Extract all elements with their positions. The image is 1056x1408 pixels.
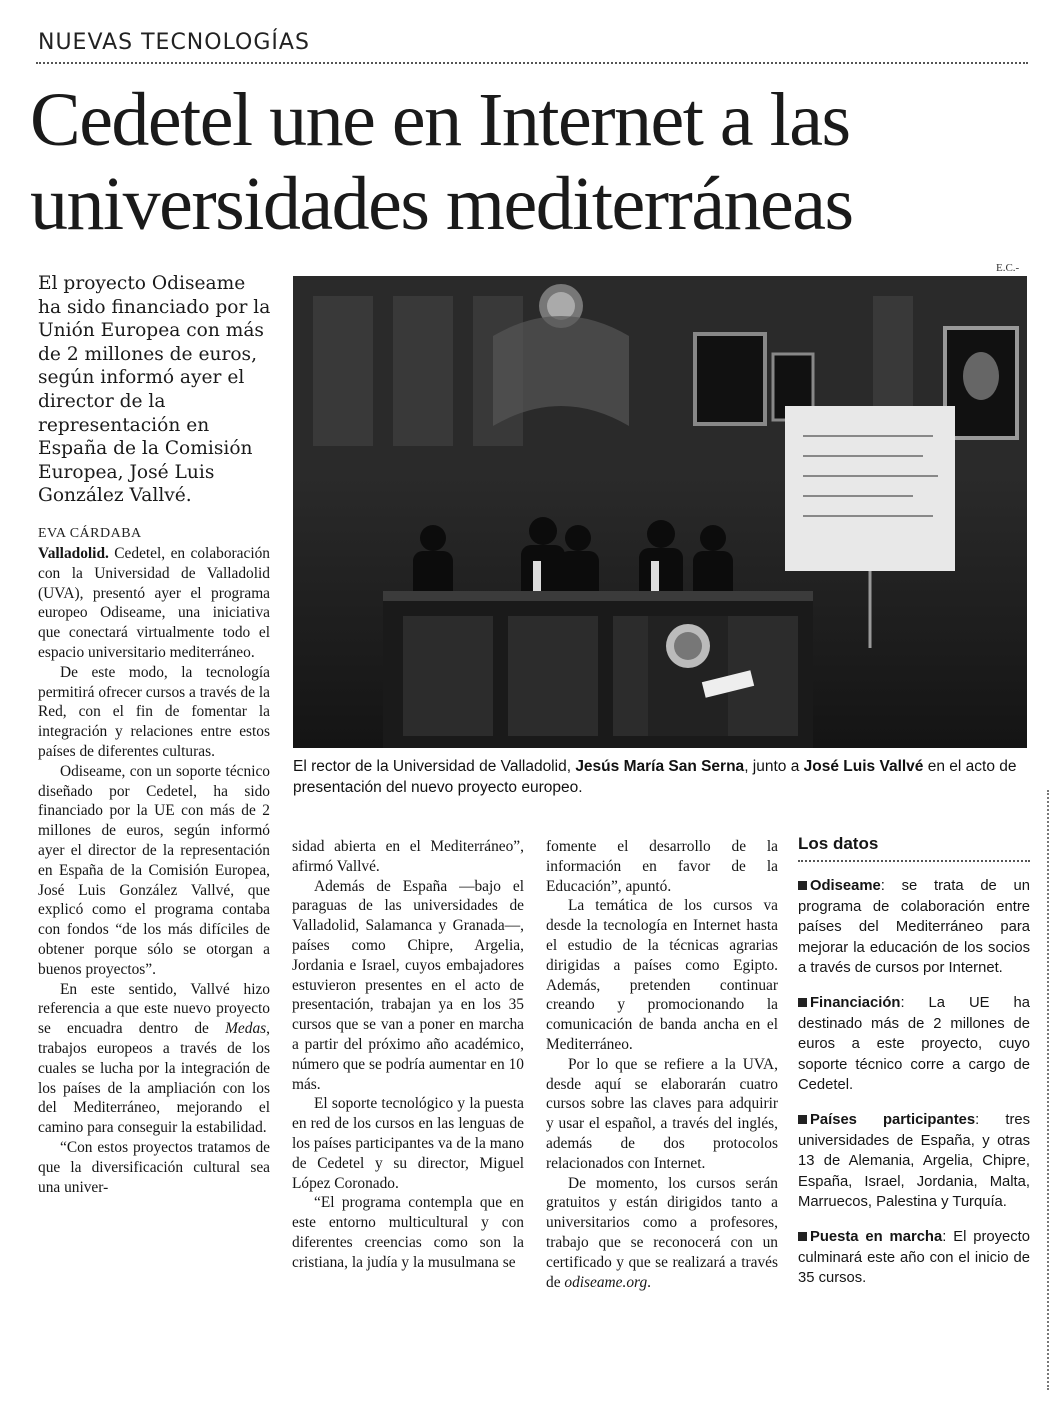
body-paragraph: Por lo que se refiere a la UVA, desde aquí se elaborarán cuatro cursos sobre las claves para adquirir y usar el español, a través del inglés, además de dos protocolos relacionados con Internet. [546,1055,778,1172]
square-bullet-icon [798,1232,807,1241]
photo-credit: E.C.- [996,262,1020,274]
body-paragraph: Odiseame, con un soporte técnico diseñado por Cedetel, ha sido financiado por la UE con más de 2 millones de euros, según informó ayer el director de la representación en España de la Comisión Europea, José Luis González Vallvé, que explicó como el programa contaba con fondos “de los más difíciles de obtener porque sólo se otorgan a buenos proyectos”. [38,762,270,978]
headline [30,78,1040,246]
body-paragraph: fomente el desarrollo de la información en favor de la Educación”, apuntó. [546,838,778,895]
fact-item: Financiación: La UE ha destinado más de 2 millones de euros a este proyecto, cuyo soporte técnico corre a cargo de Cedetel. [798,994,1030,1094]
caption-person-2: José Luis Vallvé [803,758,924,775]
article-column-1 [38,544,270,1197]
square-bullet-icon [798,998,807,1007]
press-photo-illustration [293,276,1027,748]
right-edge-divider [1047,790,1049,1390]
lead-paragraph: El proyecto Odiseame ha sido financiado por la Unión Europea con más de 2 millones de euros, según informó ayer el director de la representación en España de la Comisión Europea, José Luis González Vallvé. [38,273,271,507]
square-bullet-icon [798,1115,807,1124]
body-paragraph: La temática de los cursos va desde la tecnología en Internet hasta el estudio de la técnicas agrarias dirigidas a países como Egipto. Además, pretenden continuar creando y promocionando la comunicación de banda ancha en el Mediterráneo. [546,897,778,1053]
body-paragraph: Además de España —bajo el paraguas de las universidades de Valladolid, Salamanca y Granada—, países como Chipre, Argelia, Jordania e Israel, cuyos embajadores estuvieron presentes en el acto de presentación, trabajan ya en los 35 cursos que se van a poner en marcha a partir del próximo año académico, número que se podría aumentar en 10 más. [292,877,524,1093]
body-paragraph: sidad abierta en el Mediterráneo”, afirmó Vallvé. [292,838,524,875]
fact-item: Países participantes: tres universidades de España, y otras 13 de Alemania, Argelia, Chipre, España, Israel, Jordania, Malta, Marruecos, Palestina y Turquía. [798,1111,1030,1211]
section-label: NUEVAS TECNOLOGÍAS [38,30,310,55]
body-paragraph: Valladolid. Cedetel, en colaboración con la Universidad de Valladolid (UVA), presentó ayer el programa europeo Odiseame, una iniciativa que conectará virtualmente todo el espacio universitario mediterráneo. [38,545,270,661]
facts-sidebar [798,834,1030,1303]
square-bullet-icon [798,881,807,890]
article-column-3 [546,837,778,1292]
dateline: Valladolid. [38,545,109,562]
body-paragraph: “Con estos proyectos tratamos de que la diversificación cultural sea una univer- [38,1138,270,1196]
facts-sidebar-title: Los datos [798,834,1030,862]
body-paragraph: De momento, los cursos serán gratuitos y están dirigidos tanto a universitarios como a profesores, trabajo que se reconocerá con un certificado y que se realizará a través de odiseame.org. [546,1174,778,1291]
fact-item: Odiseame: se trata de un programa de colaboración entre países del Mediterráneo para mejorar la educación de los socios a través de cursos por Internet. [798,878,1030,977]
section-divider [36,62,1028,64]
article-column-2 [292,837,524,1273]
body-paragraph: El soporte tecnológico y la puesta en red de los cursos en las lenguas de los países participantes va de la mano de Cedetel y su director, Miguel López Coronado. [292,1095,524,1192]
press-photo [293,276,1027,748]
body-paragraph: De este modo, la tecnología permitirá ofrecer cursos a través de la Red, con el fin de fomentar la integración y relaciones entre estos países de diferentes culturas. [38,663,270,760]
body-paragraph: “El programa contempla que en este entorno multicultural y con diferentes creencias como son la cristiana, la judía y la musulmana se [292,1194,524,1271]
body-paragraph: En este sentido, Vallvé hizo referencia a que este nuevo proyecto se encuadra dentro de Medas, trabajos europeos a través de los cuales se lucha por la integración de los países de la ampliación con los del Mediterráneo, mejorando el camino para conseguir la estabilidad. [38,980,270,1137]
photo-caption: El rector de la Universidad de Valladolid, Jesús María San Serna, junto a José Luis Vallvé en el acto de presentación del nuevo proyecto europeo. [293,758,1017,796]
headline-line-1: Cedetel une en Internet a las [30,78,850,162]
fact-item: Puesta en marcha: El proyecto culminará este año con el inicio de 35 cursos. [798,1228,1030,1287]
byline: EVA CÁRDABA [38,526,142,541]
headline-line-2: universidades mediterráneas [30,162,853,246]
caption-person-1: Jesús María San Serna [575,758,745,775]
